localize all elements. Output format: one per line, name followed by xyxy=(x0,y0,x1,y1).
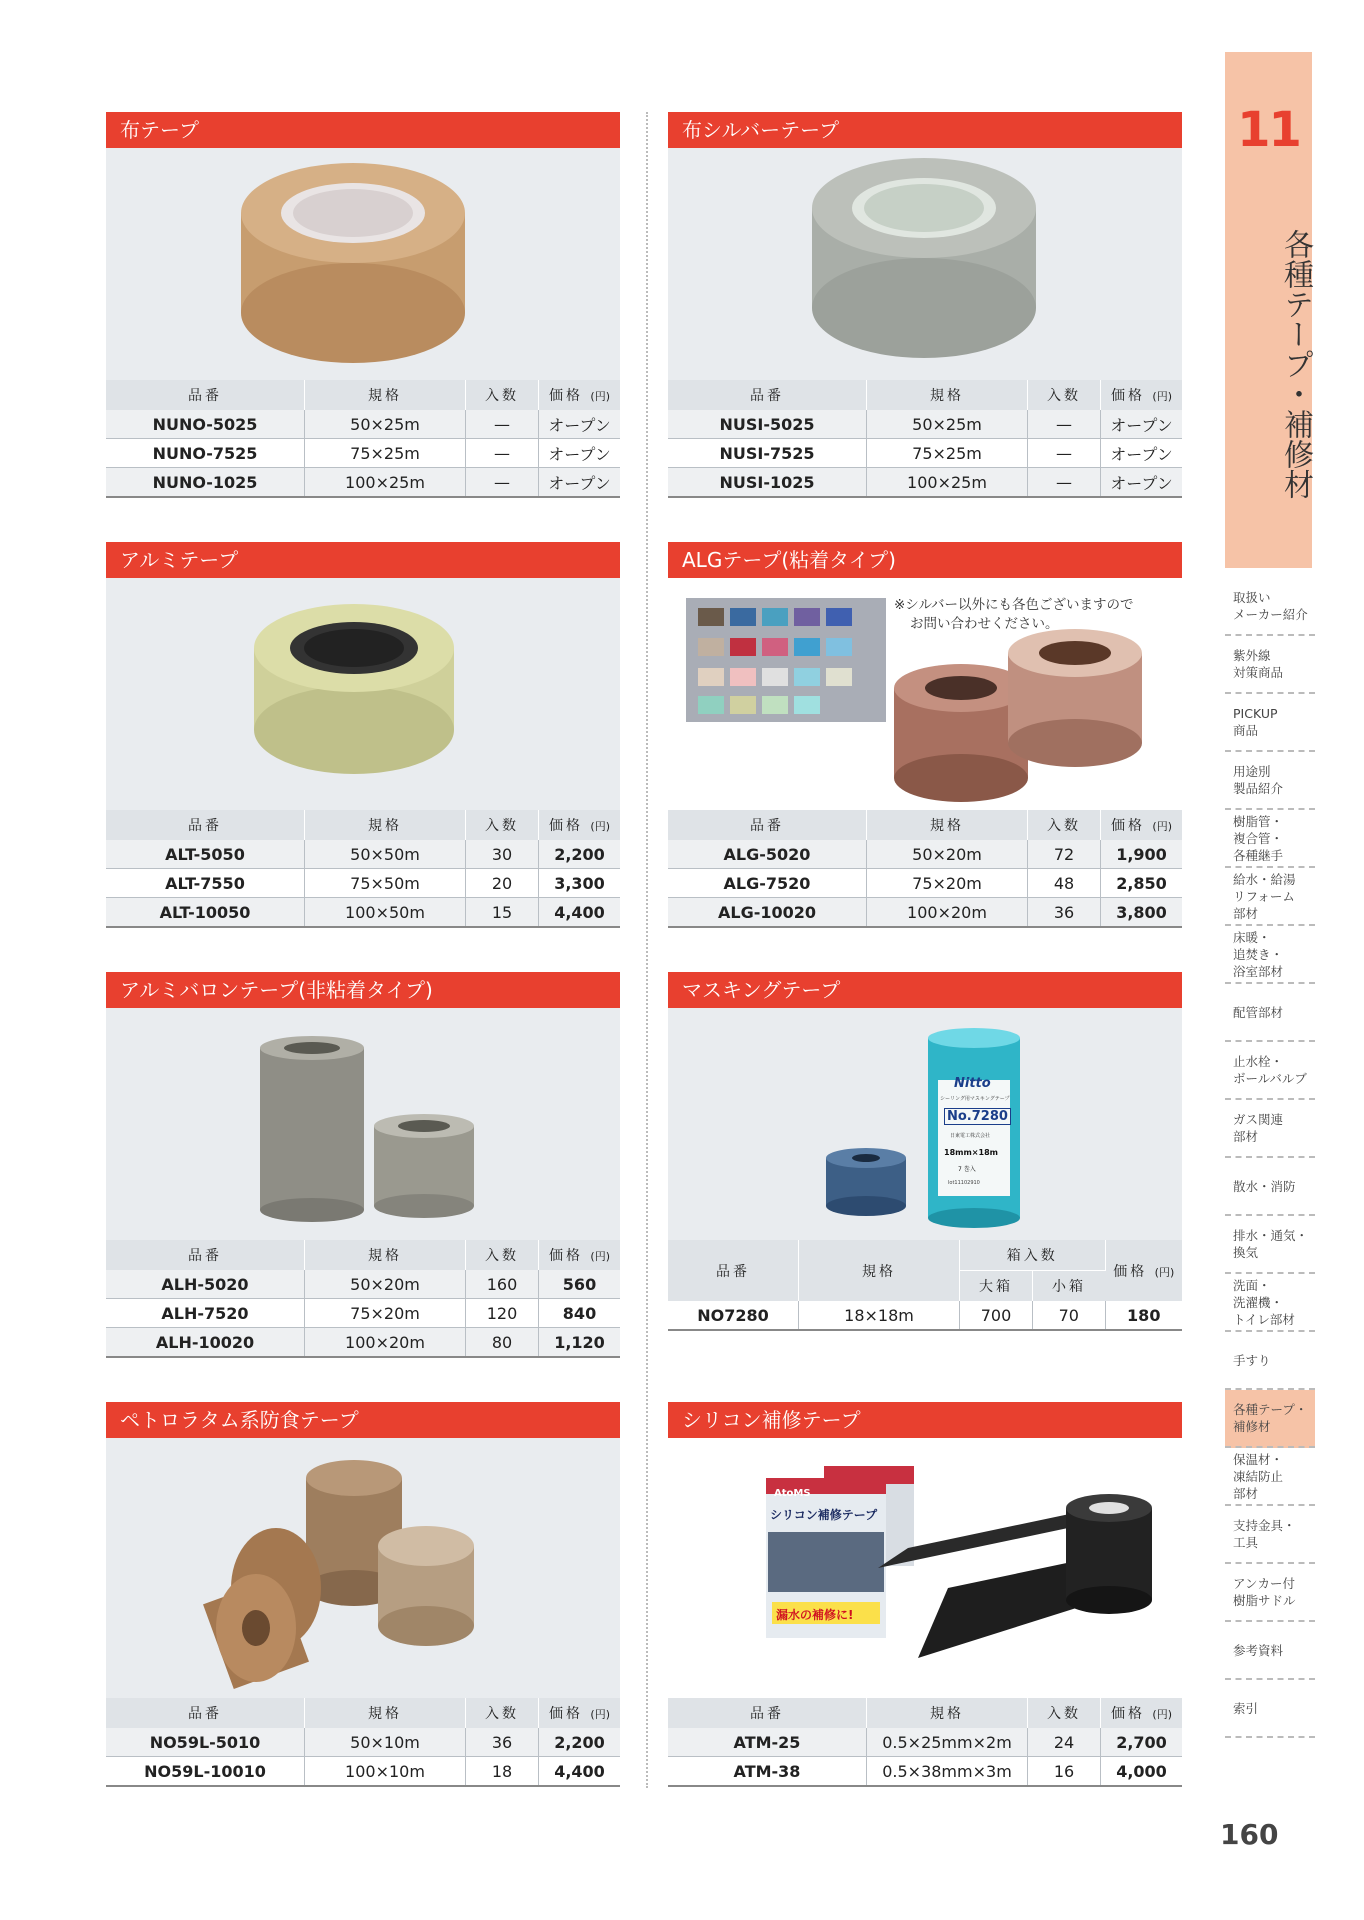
product-title: アルミテープ xyxy=(106,542,620,578)
product-panel-nuno xyxy=(106,112,620,498)
table-row: ALG-10020 100×20m 36 3,800 xyxy=(668,898,1182,928)
product-panel-alg xyxy=(668,542,1182,928)
header-big-box: 大箱 xyxy=(960,1271,1033,1302)
spec-table xyxy=(668,380,1182,498)
header-code: 品番 xyxy=(106,810,305,840)
product-panel-petro xyxy=(106,1402,620,1787)
label-number: No.7280 xyxy=(944,1108,1011,1125)
header-price: 価格 (円) xyxy=(539,1240,621,1270)
table-row: NUNO-1025 100×25m — オープン xyxy=(106,468,620,498)
column-divider xyxy=(646,112,648,1788)
table-row: NO59L-10010 100×10m 18 4,400 xyxy=(106,1757,620,1787)
header-code: 品番 xyxy=(668,1698,867,1728)
header-spec: 規格 xyxy=(867,810,1028,840)
product-title: マスキングテープ xyxy=(668,972,1182,1008)
chapter-tab xyxy=(1225,52,1312,568)
product-photo xyxy=(668,1008,1182,1240)
header-spec: 規格 xyxy=(305,380,466,410)
chapter-title: 各種テープ・補修材 xyxy=(1278,229,1313,499)
box-brand: AtoMS xyxy=(774,1488,811,1499)
index-item[interactable]: 止水栓・ ボールバルブ xyxy=(1225,1042,1315,1100)
header-box-qty: 箱入数 xyxy=(960,1240,1106,1271)
header-price: 価格 (円) xyxy=(1101,810,1183,840)
header-spec: 規格 xyxy=(305,810,466,840)
table-row: ALT-5050 50×50m 30 2,200 xyxy=(106,840,620,869)
index-item[interactable]: 手すり xyxy=(1225,1332,1315,1390)
header-price: 価格 (円) xyxy=(539,810,621,840)
header-code: 品番 xyxy=(668,380,867,410)
index-item[interactable]: 支持金具・ 工具 xyxy=(1225,1506,1315,1564)
tape-roll-image xyxy=(106,1438,620,1698)
header-qty: 入数 xyxy=(466,1698,539,1728)
product-title: 布テープ xyxy=(106,112,620,148)
table-row: ALT-7550 75×50m 20 3,300 xyxy=(106,869,620,898)
table-row: ALH-5020 50×20m 160 560 xyxy=(106,1270,620,1299)
product-panel-masking xyxy=(668,972,1182,1331)
label-brand: Nitto xyxy=(954,1076,991,1091)
index-item[interactable]: 配管部材 xyxy=(1225,984,1315,1042)
product-photo xyxy=(668,578,1182,810)
product-panel-alh xyxy=(106,972,620,1358)
page-number: 160 xyxy=(1220,1818,1279,1851)
index-item[interactable]: 樹脂管・ 複合管・ 各種継手 xyxy=(1225,810,1315,868)
spec-table xyxy=(106,810,620,928)
table-row: NO59L-5010 50×10m 36 2,200 xyxy=(106,1728,620,1757)
index-item[interactable]: 床暖・ 追焚き・ 浴室部材 xyxy=(1225,926,1315,984)
chapter-number: 11 xyxy=(1237,102,1300,158)
table-row: ALG-5020 50×20m 72 1,900 xyxy=(668,840,1182,869)
header-price: 価格 (円) xyxy=(539,1698,621,1728)
box-tagline: 漏水の補修に! xyxy=(776,1608,854,1622)
index-item[interactable]: ガス関連 部材 xyxy=(1225,1100,1315,1158)
section-index xyxy=(1225,578,1315,1738)
product-panel-alt xyxy=(106,542,620,928)
header-spec: 規格 xyxy=(867,380,1028,410)
table-row: ALG-7520 75×20m 48 2,850 xyxy=(668,869,1182,898)
header-spec: 規格 xyxy=(867,1698,1028,1728)
spec-table xyxy=(106,1698,620,1787)
silicone-tape-image xyxy=(668,1438,1182,1698)
product-photo xyxy=(106,1438,620,1698)
product-title: アルミバロンテープ(非粘着タイプ) xyxy=(106,972,620,1008)
spec-table xyxy=(106,1240,620,1358)
table-row: NO7280 18×18m 700 70 180 xyxy=(668,1301,1182,1330)
tape-roll-image xyxy=(106,578,620,810)
product-title: ペトロラタム系防食テープ xyxy=(106,1402,620,1438)
index-item-active[interactable]: 各種テープ・ 補修材 xyxy=(1225,1390,1315,1448)
header-code: 品番 xyxy=(668,810,867,840)
product-panel-silicone xyxy=(668,1402,1182,1787)
product-photo xyxy=(106,1008,620,1240)
table-row: ATM-38 0.5×38mm×3m 16 4,000 xyxy=(668,1757,1182,1787)
index-item[interactable]: 洗面・ 洗濯機・ トイレ部材 xyxy=(1225,1274,1315,1332)
header-spec: 規格 xyxy=(799,1240,960,1301)
tape-roll-image xyxy=(106,1008,620,1240)
product-title: 布シルバーテープ xyxy=(668,112,1182,148)
table-row: ATM-25 0.5×25mm×2m 24 2,700 xyxy=(668,1728,1182,1757)
header-qty: 入数 xyxy=(466,810,539,840)
spec-table xyxy=(668,810,1182,928)
label-maker: 日東電工株式会社 xyxy=(950,1133,991,1139)
header-qty: 入数 xyxy=(466,1240,539,1270)
header-qty: 入数 xyxy=(1028,1698,1101,1728)
product-title: ALGテープ(粘着タイプ) xyxy=(668,542,1182,578)
product-photo xyxy=(106,148,620,380)
table-row: NUNO-7525 75×25m — オープン xyxy=(106,439,620,468)
header-small-box: 小箱 xyxy=(1033,1271,1106,1302)
header-code: 品番 xyxy=(106,1240,305,1270)
header-qty: 入数 xyxy=(466,380,539,410)
table-row: NUNO-5025 50×25m — オープン xyxy=(106,410,620,439)
header-price: 価格 (円) xyxy=(1101,380,1183,410)
product-photo xyxy=(668,1438,1182,1698)
label-desc: シーリング用マスキングテープ xyxy=(940,1096,1010,1102)
product-title: シリコン補修テープ xyxy=(668,1402,1182,1438)
tape-roll-image xyxy=(106,148,620,380)
color-note: ※シルバー以外にも各色ございますので お問い合わせください。 xyxy=(894,597,1134,632)
header-price: 価格 (円) xyxy=(1101,1698,1183,1728)
table-row: NUSI-5025 50×25m — オープン xyxy=(668,410,1182,439)
index-item[interactable]: PICKUP 商品 xyxy=(1225,694,1315,752)
table-row: ALT-10050 100×50m 15 4,400 xyxy=(106,898,620,928)
spec-table xyxy=(106,380,620,498)
masking-tape-image xyxy=(668,1008,1182,1240)
header-qty: 入数 xyxy=(1028,810,1101,840)
index-item[interactable]: 取扱い メーカー紹介 xyxy=(1225,578,1315,636)
table-row: ALH-7520 75×20m 120 840 xyxy=(106,1299,620,1328)
table-row: NUSI-1025 100×25m — オープン xyxy=(668,468,1182,498)
index-item[interactable]: 保温材・ 凍結防止 部材 xyxy=(1225,1448,1315,1506)
index-item[interactable]: 索引 xyxy=(1225,1680,1315,1738)
header-spec: 規格 xyxy=(305,1240,466,1270)
header-code: 品番 xyxy=(106,1698,305,1728)
header-price: 価格 (円) xyxy=(1105,1240,1182,1301)
index-item[interactable]: 参考資料 xyxy=(1225,1622,1315,1680)
product-photo xyxy=(106,578,620,810)
label-size: 18mm×18m xyxy=(944,1148,998,1157)
product-photo xyxy=(668,148,1182,380)
index-item[interactable]: 用途別 製品紹介 xyxy=(1225,752,1315,810)
spec-table xyxy=(668,1240,1182,1331)
index-item[interactable]: 給水・給湯 リフォーム 部材 xyxy=(1225,868,1315,926)
header-qty: 入数 xyxy=(1028,380,1101,410)
index-item[interactable]: 散水・消防 xyxy=(1225,1158,1315,1216)
header-code: 品番 xyxy=(668,1240,799,1301)
header-spec: 規格 xyxy=(305,1698,466,1728)
index-item[interactable]: アンカー付 樹脂サドル xyxy=(1225,1564,1315,1622)
index-item[interactable]: 紫外線 対策商品 xyxy=(1225,636,1315,694)
table-row: ALH-10020 100×20m 80 1,120 xyxy=(106,1328,620,1358)
product-panel-nusi xyxy=(668,112,1182,498)
index-item[interactable]: 排水・通気・ 換気 xyxy=(1225,1216,1315,1274)
header-code: 品番 xyxy=(106,380,305,410)
label-lot: lot11102910 xyxy=(948,1180,980,1186)
tape-roll-image xyxy=(668,148,1182,380)
header-price: 価格 (円) xyxy=(539,380,621,410)
table-row: NUSI-7525 75×25m — オープン xyxy=(668,439,1182,468)
label-count: 7 巻入 xyxy=(958,1166,976,1173)
spec-table xyxy=(668,1698,1182,1787)
box-title: シリコン補修テープ xyxy=(770,1508,878,1522)
